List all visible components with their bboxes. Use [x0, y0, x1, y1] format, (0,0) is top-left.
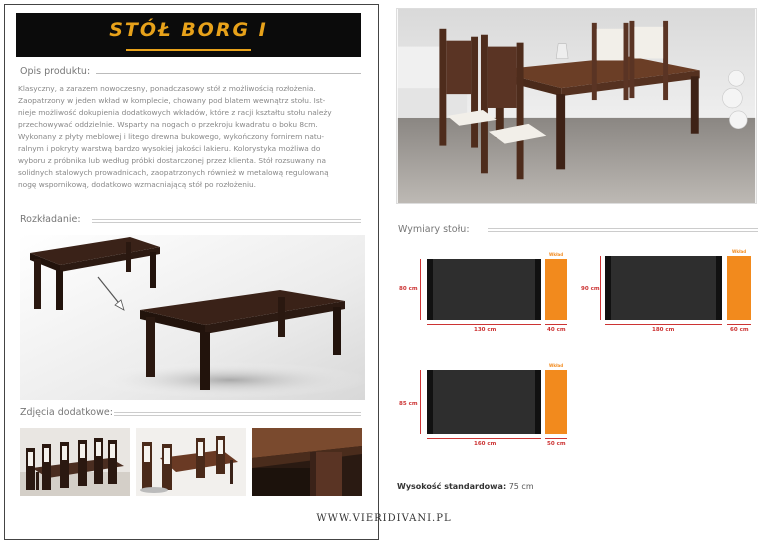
insert-label: Wkład [549, 252, 564, 257]
table-top-view [427, 370, 541, 434]
length-line [605, 324, 722, 325]
length-line [427, 438, 541, 439]
product-description [18, 83, 361, 191]
description-line: przechowywać oddzielnie. Wsparty na nogach o przekroju kwadratu o boku 8cm. [18, 120, 318, 129]
description-line: Wykonany z płyty meblowej i litego drewna bukowego, wykończony fornirem natu- [18, 132, 325, 141]
insert-length-label: 60 cm [730, 327, 749, 333]
insert-top-view [727, 256, 751, 320]
description-line: solidnych stalowych prowadnicach, zaopatrzonych również w metalową regulowaną [18, 168, 329, 177]
additional-photo-2[interactable] [136, 428, 246, 496]
title-underline [126, 49, 251, 51]
page-title: STÓŁ BORG I [109, 19, 268, 41]
height-label: Wysokość standardowa: [397, 482, 507, 491]
product-photo [396, 8, 757, 204]
additional-photo-3[interactable] [252, 428, 362, 496]
table-top-view [427, 259, 541, 320]
length-label: 180 cm [652, 327, 675, 333]
description-line: nieje możliwość dokupienia dodatkowych wkładów, które z racji kształtu stołu należy [18, 108, 332, 117]
length-line [427, 324, 541, 325]
section-divider [488, 228, 758, 232]
section-heading-photos: Zdjęcia dodatkowe: [20, 407, 113, 418]
section-heading-unfolding: Rozkładanie: [20, 214, 81, 225]
description-line: ralnym i pokryty warstwą bardzo wysokiej jakości lakieru. Kolorystyka możliwa do [18, 144, 321, 153]
section-heading-dimensions: Wymiary stołu: [398, 224, 470, 235]
depth-label: 85 cm [399, 401, 418, 407]
insert-length-line [545, 438, 567, 439]
standard-height [397, 482, 534, 491]
title-banner [16, 13, 361, 57]
insert-label: Wkład [549, 363, 564, 368]
section-heading-description: Opis produktu: [20, 66, 91, 77]
description-line: Klasyczny, a zarazem nowoczesny, ponadczasowy stół z możliwością rozłożenia. [18, 84, 316, 93]
depth-label: 90 cm [581, 286, 600, 292]
unfolding-illustration [20, 235, 365, 400]
website-footer[interactable]: WWW.VIERIDIVANI.PL [316, 513, 452, 524]
section-divider [114, 412, 361, 416]
section-divider [92, 219, 361, 223]
length-label: 130 cm [474, 327, 497, 333]
depth-line [600, 256, 601, 320]
height-value: 75 cm [508, 482, 534, 491]
insert-length-label: 40 cm [547, 327, 566, 333]
section-divider [96, 73, 361, 74]
length-label: 160 cm [474, 441, 497, 447]
insert-label: Wkład [732, 249, 747, 254]
table-top-view [605, 256, 722, 320]
description-line: Zaopatrzony w jeden wkład w komplecie, chowany pod blatem wewnątrz stołu. Ist- [18, 96, 326, 105]
insert-length-line [545, 324, 567, 325]
insert-top-view [545, 259, 567, 320]
description-line: nogę wspornikową, dodatkowo wzmacniającą stół po rozłożeniu. [18, 180, 257, 189]
depth-line [420, 259, 421, 320]
additional-photo-1[interactable] [20, 428, 130, 496]
insert-length-line [727, 324, 751, 325]
insert-top-view [545, 370, 567, 434]
description-line: wyboru z próbnika lub według próbki dostarczonej przez klienta. Stół rozsuwany na [18, 156, 326, 165]
depth-line [420, 370, 421, 434]
insert-length-label: 50 cm [547, 441, 566, 447]
depth-label: 80 cm [399, 286, 418, 292]
